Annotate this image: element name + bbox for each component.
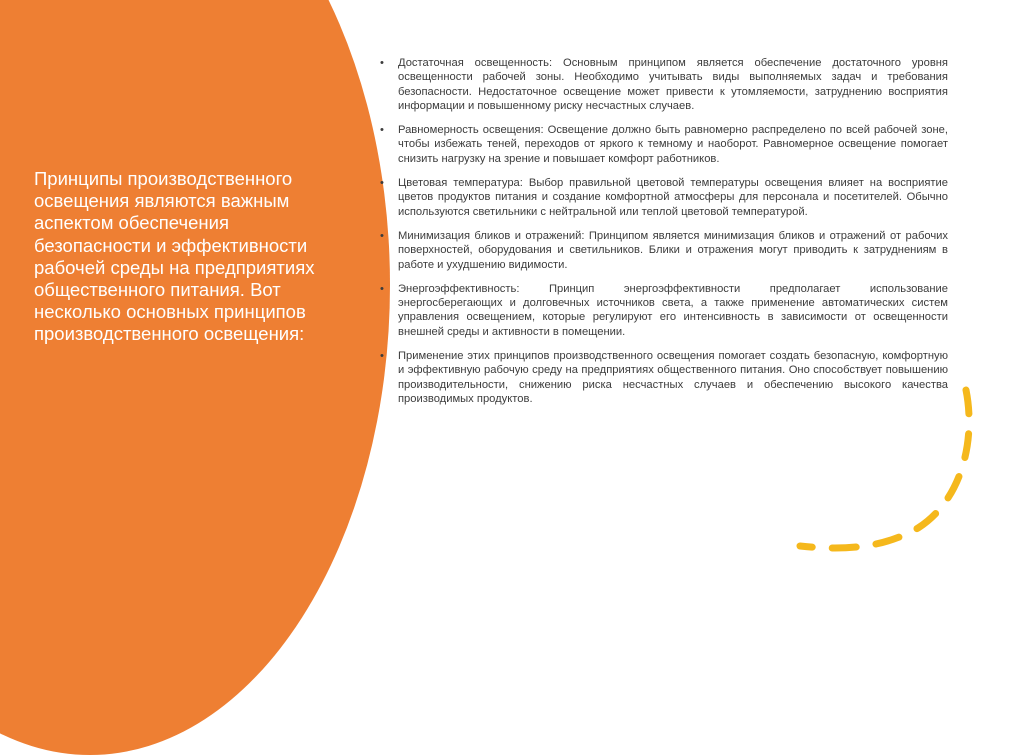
bullet-text: Минимизация бликов и отражений: Принципом является минимизация бликов и отражений от рабочих поверхностей, оборудования и светильников. Блики и отражения могут приводить к затруднениям в работе и ухудшению видимости.: [398, 229, 948, 271]
bullet-dot-icon: •: [380, 57, 384, 69]
bullet-item: [376, 123, 948, 166]
bullet-text: Цветовая температура: Выбор правильной цветовой температуры освещения влияет на восприятие цветов продуктов питания и создание комфортной атмосферы для персонала и посетителей. Обычно используются светильники с нейтральной или теплой цветовой температурой.: [398, 177, 948, 218]
bullet-item: [376, 176, 948, 219]
bullet-dot-icon: •: [380, 124, 384, 137]
bullet-text: Равномерность освещения: Освещение должно быть равномерно распределено по всей рабочей зоне, чтобы избежать теней, переходов от яркого к темному и наоборот. Равномерное освещение помогает снизить нагрузку на зрение и повышает комфорт работников.: [398, 124, 948, 165]
bullet-item: [376, 229, 948, 272]
bullet-item: [376, 282, 948, 339]
orange-circle-shape: [0, 0, 390, 755]
dashed-squiggle-decoration: [790, 380, 990, 570]
bullet-text: Достаточная освещенность: Основным принципом является обеспечение достаточного уровня освещенности рабочей зоны. Необходимо учитывать виды выполняемых задач и требования безопасности. Недостаточное освещение может привести к утомляемости, затруднению восприятия информации и повышенному риску несчастных случаев.: [398, 57, 948, 112]
bullet-text: Применение этих принципов производственного освещения помогает создать безопасную, комфортную и эффективную рабочую среду на предприятиях общественного питания. Оно способствует повышению производительности, снижению риска несчастных случаев и обеспечению высокого качества производимых продуктов.: [398, 350, 948, 405]
bullet-dot-icon: •: [380, 350, 384, 363]
bullet-item: [376, 56, 948, 113]
bullet-dot-icon: •: [380, 229, 384, 242]
slide-title: Принципы производственного освещения являются важным аспектом обеспечения безопасности и эффективности рабочей среды на предприятиях общественного питания. Вот несколько основных принципов производственного освещения:: [34, 168, 315, 345]
bullet-text: Энергоэффективность: Принцип энергоэффективности предполагает использование энергосберегающих и долговечных источников света, а также применение автоматических систем управления освещением, которые регулируют его интенсивность в зависимости от освещенности внешней среды и активности в помещении.: [398, 282, 948, 338]
bullet-dot-icon: •: [380, 177, 384, 190]
bullet-list: [376, 56, 948, 416]
bullet-dot-icon: •: [380, 282, 384, 295]
